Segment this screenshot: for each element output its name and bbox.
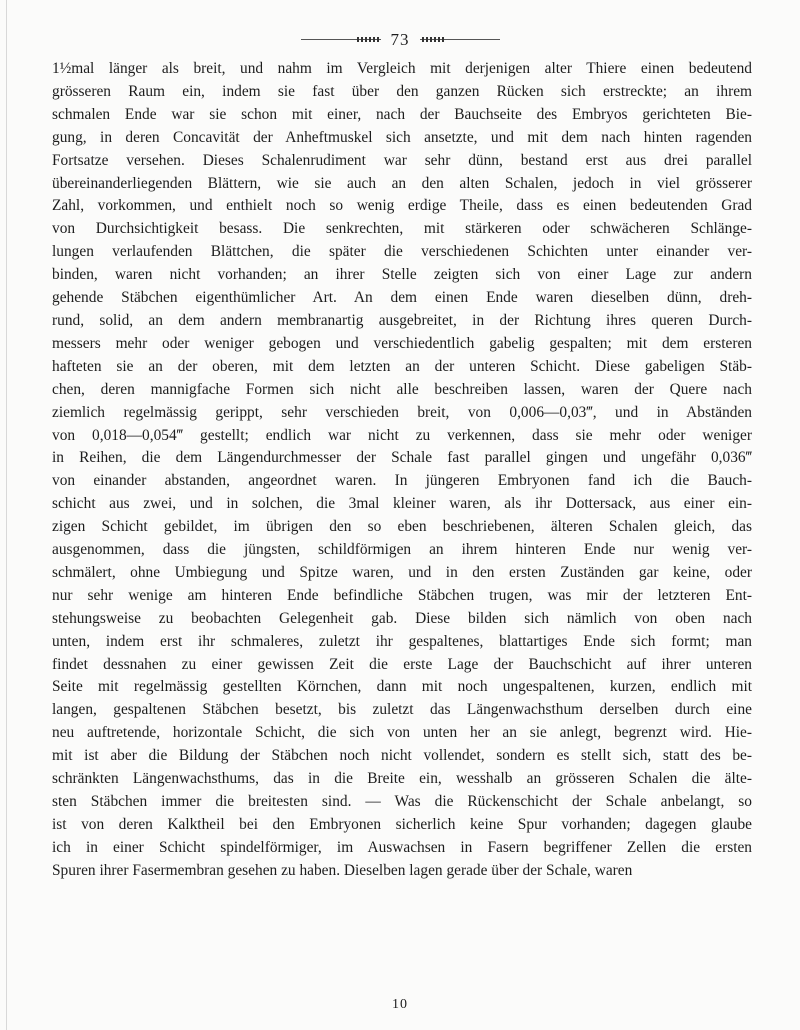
- signature-mark: 10: [392, 997, 408, 1012]
- page-header: [0, 30, 800, 50]
- text-line: lungen verlaufenden Blättchen, die später die verschiedenen Schichten unter einander ver-: [52, 243, 752, 261]
- text-line: gung, in deren Concavität der Anheftmuskel sich ansetzte, und mit dem nach hinten ragenden: [52, 128, 752, 146]
- right-ornament-icon: [420, 37, 500, 43]
- text-line: in Reihen, die dem Längendurchmesser der Schale fast parallel gingen und ungefähr 0,036‴: [52, 449, 752, 467]
- text-line: ist von deren Kalktheil bei den Embryonen sicherlich keine Spur vorhanden; dagegen glaube: [52, 815, 752, 833]
- text-line: hafteten sie an der oberen, mit dem letzten an der unteren Schicht. Diese gabeligen Stäb-: [52, 357, 752, 375]
- page-number: 73: [390, 30, 410, 49]
- text-line: übereinanderliegenden Blättern, wie sie auch an den alten Schalen, jedoch in viel grösserer: [52, 174, 752, 192]
- text-line: von 0,018—0,054‴ gestellt; endlich war nicht zu verkennen, dass sie mehr oder weniger: [52, 426, 752, 444]
- text-line: neu auftretende, horizontale Schicht, die sich von unten her an sie anlegt, begrenzt wird. Hie-: [52, 724, 752, 742]
- text-line: Fortsatze versehen. Dieses Schalenrudiment war sehr dünn, bestand erst aus drei parallel: [52, 151, 752, 169]
- text-line: messers mehr oder weniger gebogen und verschiedentlich gabelig gespalten; mit dem ersteren: [52, 334, 752, 352]
- text-line: rund, solid, an dem andern membranartig ausgebreitet, in der Richtung ihres queren Durch-: [52, 311, 752, 329]
- text-line: findet dessnahen zu einer gewissen Zeit die erste Lage der Bauchschicht auf ihrer unteren: [52, 655, 752, 673]
- text-line: unten, indem erst ihr schmaleres, zuletzt ihr gespaltenes, blattartiges Ende sich formt; man: [52, 632, 752, 650]
- text-line: von einander abstanden, angeordnet waren. In jüngeren Embryonen fand ich die Bauch-: [52, 472, 752, 490]
- text-line: ich in einer Schicht spindelförmiger, im Auswachsen in Fasern begriffener Zellen die ersten: [52, 838, 752, 856]
- text-line: stehungsweise zu beobachten Gelegenheit gab. Diese bilden sich nämlich von oben nach: [52, 609, 752, 627]
- text-line: ziemlich regelmässig gerippt, sehr verschieden breit, von 0,006—0,03‴, und in Abständen: [52, 403, 752, 421]
- text-line: sten Stäbchen immer die breitesten sind. — Was die Rückenschicht der Schale anbelangt, so: [52, 793, 752, 810]
- text-line: Zahl, vorkommen, und enthielt noch so wenig erdige Theile, dass es einen bedeutenden Grad: [52, 197, 752, 215]
- text-line: chen, deren mannigfache Formen sich nicht alle beschreiben lassen, waren der Quere nach: [52, 380, 752, 398]
- text-line: schmalen Ende war sie schon mit einer, nach der Bauchseite des Embryos gerichteten Bie-: [52, 105, 752, 123]
- text-line: gehende Stäbchen eigenthümlicher Art. An dem einen Ende waren dieselben dünn, dreh-: [52, 289, 752, 307]
- text-line: nur sehr wenige am hinteren Ende befindliche Stäbchen trugen, was mir der letzteren Ent-: [52, 586, 752, 604]
- text-line: langen, gespaltenen Stäbchen besetzt, bis zuletzt das Längenwachsthum derselben durch eine: [52, 701, 752, 719]
- text-line: von Durchsichtigkeit besass. Die senkrechten, mit stärkeren oder schwächeren Schlänge-: [52, 220, 752, 238]
- text-line: Spuren ihrer Fasermembran gesehen zu haben. Dieselben lagen gerade über der Schale, waren: [52, 861, 633, 879]
- left-ornament-icon: [301, 37, 381, 43]
- text-line: zigen Schicht gebildet, im übrigen den so eben beschriebenen, älteren Schalen gleich, das: [52, 518, 752, 536]
- text-line: schränkten Längenwachsthums, das in die Breite ein, wesshalb an grösseren Schalen die älte-: [52, 770, 752, 788]
- text-line: ausgenommen, dass die jüngsten, schildförmigen an ihrem hinteren Ende nur wenig ver-: [52, 541, 752, 559]
- text-line: grösseren Raum ein, indem sie fast über den ganzen Rücken sich erstreckte; an ihrem: [52, 82, 752, 100]
- text-line: schicht aus zwei, und in solchen, die 3mal kleiner waren, als ihr Dottersack, aus einer ein-: [52, 495, 752, 513]
- text-line: mit ist aber die Bildung der Stäbchen noch nicht vollendet, sondern es stellt sich, statt des be-: [52, 747, 752, 765]
- text-line: schmälert, ohne Umbiegung und Spitze waren, und in den ersten Zuständen gar keine, oder: [52, 563, 752, 581]
- text-line: binden, waren nicht vorhanden; an ihrer Stelle zeigten sich von einer Lage zur andern: [52, 266, 752, 284]
- text-line: Seite mit regelmässig gestellten Körnchen, dann mit noch ungespaltenen, kurzen, endlich mit: [52, 678, 752, 696]
- body-paragraph: [52, 58, 752, 883]
- page-edge-line: [6, 0, 7, 1030]
- text-line: 1½mal länger als breit, und nahm im Vergleich mit derjenigen alter Thiere einen bedeutend: [52, 60, 752, 77]
